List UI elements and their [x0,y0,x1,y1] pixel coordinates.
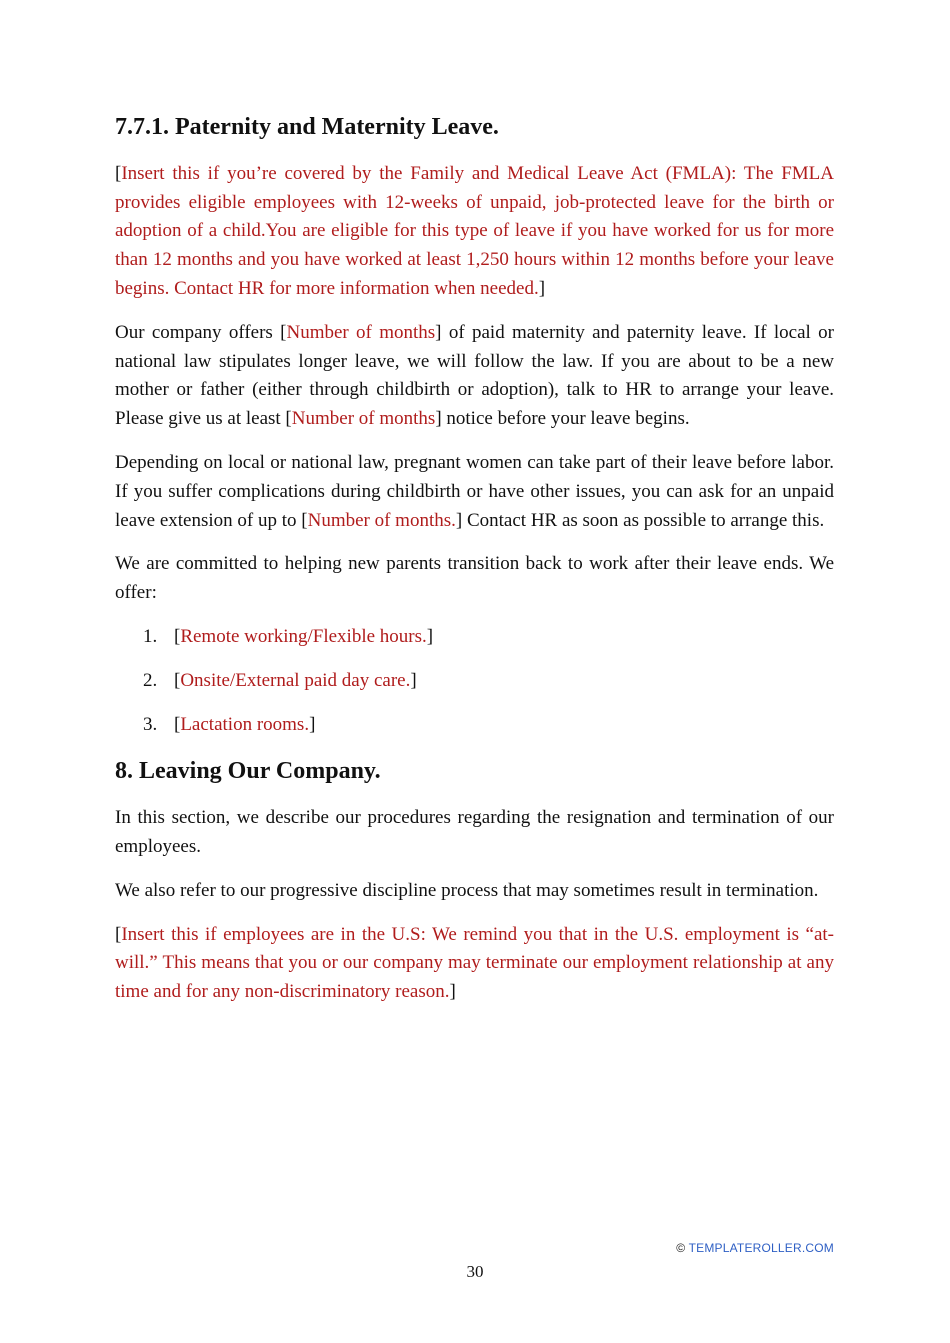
new-parents-paragraph: We are committed to helping new parents transition back to work after their leave ends. We offer: [115,553,834,604]
fmla-placeholder-text: Insert this if you’re covered by the Family and Medical Leave Act (FMLA): The FMLA provides eligible employees with 12-weeks of unpaid, job-protected leave for the birth or adoption of a child.You are eligible for this type of leave if you have worked for us for more than 12 months and you have worked at least 1,250 hours within 12 months before your leave begins. Contact HR for more information when needed. [115,162,834,299]
pregnancy-leave-paragraph [115,449,834,535]
paid-leave-text-1: Our company offers [ [115,321,287,343]
bracket-close: ] [449,981,456,1003]
pregnancy-leave-text-1: Depending on local or national law, pregnant women can take part of their leave before labor. If you suffer complications during childbirth or have other issues, you can ask for an unpaid leave extension of up to [ [115,451,834,531]
bracket-close: ] [309,713,316,735]
list-item [115,711,834,740]
bracket-open: [ [174,669,181,691]
page-number: 30 [466,1262,484,1281]
number-of-months-placeholder-3: Number of months. [307,509,456,531]
resignation-paragraph: In this section, we describe our procedures regarding the resignation and termination of our employees. [115,807,834,857]
list-item-number: 3. [143,713,158,735]
at-will-placeholder-text: Insert this if employees are in the U.S: We remind you that in the U.S. employment is “at-will.” This means that you or our company may terminate our employment relationship at any time and for any non-discriminatory reason. [115,923,834,1003]
benefits-list [115,623,834,739]
paid-leave-paragraph [115,319,834,434]
section-heading-paternity-maternity-leave: 7.7.1. Paternity and Maternity Leave. [115,114,499,140]
fmla-insert-paragraph [115,160,834,304]
copyright-footer [676,1241,834,1255]
section-heading-leaving-our-company: 8. Leaving Our Company. [115,758,381,785]
bracket-close: ] [410,669,417,691]
list-item [115,623,834,652]
paid-leave-text-2: ] of paid maternity and paternity leave. If local or national law stipulates longer leave, we will follow the law. If you are about to be a new mother or father (either through childbirth or adoption), talk to HR to arrange your leave. Please give us at least [ [115,321,834,430]
discipline-paragraph: We also refer to our progressive discipline process that may sometimes result in termination. [115,879,819,901]
list-item [115,667,834,696]
number-of-months-placeholder-1: Number of months [286,321,436,343]
paid-leave-text-3: ] notice before your leave begins. [435,408,690,430]
templateroller-link[interactable]: TEMPLATEROLLER.COM [688,1241,834,1255]
list-item-placeholder: Lactation rooms. [180,713,310,735]
list-item-number: 1. [143,625,158,647]
bracket-open: [ [174,713,181,735]
bracket-open: [ [115,923,122,945]
number-of-months-placeholder-2: Number of months [291,408,436,430]
list-item-placeholder: Onsite/External paid day care. [180,669,411,691]
pregnancy-leave-text-2: ] Contact HR as soon as possible to arrange this. [455,509,825,531]
bracket-open: [ [174,625,181,647]
at-will-insert-paragraph [115,921,834,1007]
list-item-number: 2. [143,669,158,691]
page-content [115,113,834,1022]
copyright-icon: © [676,1241,686,1255]
bracket-close: ] [426,625,434,647]
bracket-close: ] [538,277,546,299]
bracket-open: [ [115,162,122,184]
list-item-placeholder: Remote working/Flexible hours. [180,625,427,647]
